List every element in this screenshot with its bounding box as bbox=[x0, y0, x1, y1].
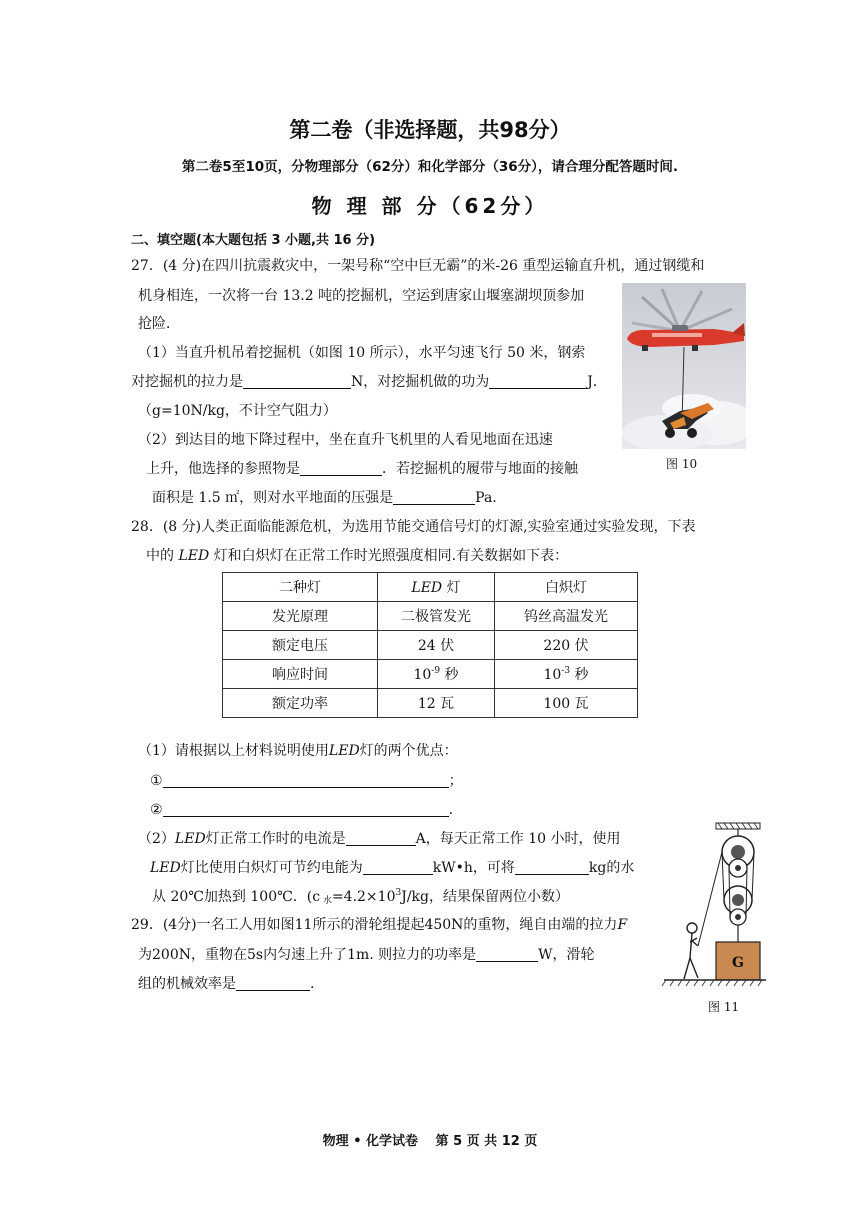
q27-text: N，对挖掘机做的功为 bbox=[351, 374, 490, 390]
part-title: 物 理 部 分（62分） bbox=[311, 194, 549, 218]
value-base: 10 bbox=[543, 667, 562, 683]
led-cell: 二极管发光 bbox=[378, 602, 495, 631]
q28-text: 灯正常工作时的电流是 bbox=[205, 831, 346, 847]
answer-blank[interactable] bbox=[489, 374, 587, 389]
movable-pulleys bbox=[724, 886, 752, 925]
q28-text: =4.2×10 bbox=[331, 889, 396, 905]
header-cell bbox=[378, 573, 495, 602]
answer-blank[interactable] bbox=[163, 773, 449, 788]
q28-part-2-line-3 bbox=[152, 888, 569, 906]
q29-text: 29．(4分)一名工人用如图11所示的滑轮组提起450N的重物，绳自由端的拉力 bbox=[131, 917, 618, 933]
q27-line-5 bbox=[131, 373, 607, 391]
q28-text: . bbox=[448, 802, 454, 818]
figure-10-caption: 图 10 bbox=[666, 457, 698, 471]
table-header-row bbox=[223, 573, 638, 602]
q27-line-8 bbox=[146, 460, 578, 478]
q27-line-1: 27．(4 分)在四川抗震救灾中，一架号称“空中巨无霸”的米-26 重型运输直升机，通过钢缆和 bbox=[131, 258, 705, 274]
row-label: 响应时间 bbox=[223, 660, 378, 689]
incandescent-cell: 220 伏 bbox=[495, 631, 638, 660]
table-row bbox=[223, 602, 638, 631]
q28-text: （2） bbox=[138, 831, 175, 847]
worker-figure bbox=[684, 923, 698, 979]
fixed-pulleys bbox=[722, 836, 754, 877]
led-cell bbox=[378, 660, 495, 689]
q28-text: 灯和白炽灯在正常工作时光照强度相同.有关数据如下表： bbox=[213, 548, 569, 564]
led-term: LED bbox=[174, 831, 206, 847]
q27-line-3: 抢险． bbox=[138, 316, 180, 332]
q27-text: 对挖掘机的拉力是 bbox=[131, 374, 243, 390]
led-term: LED bbox=[150, 860, 181, 876]
section-heading: 二、填空题(本大题包括 3 小题,共 16 分) bbox=[131, 233, 376, 248]
led-term: LED bbox=[411, 580, 443, 596]
answer-blank[interactable] bbox=[363, 860, 433, 875]
page-footer: 物理 • 化学试卷 第 5 页 共 12 页 bbox=[322, 1134, 538, 1149]
q27-text: ．若挖掘机的履带与地面的接触 bbox=[382, 461, 578, 477]
led-cell: 24 伏 bbox=[378, 631, 495, 660]
q28-text: 中的 bbox=[146, 548, 174, 564]
q29-line-1 bbox=[131, 916, 627, 934]
value-base: 10 bbox=[413, 667, 432, 683]
q28-part-2-line-2 bbox=[150, 859, 634, 877]
helicopter-figure bbox=[622, 283, 746, 449]
incandescent-cell bbox=[495, 660, 638, 689]
q28-text: 灯的两个优点： bbox=[359, 743, 458, 759]
q27-line-6: （g=10N/kg，不计空气阻力） bbox=[138, 403, 337, 419]
q28-text: J/kg，结果保留两位小数） bbox=[401, 889, 569, 905]
header-cell: 二种灯 bbox=[223, 573, 378, 602]
paper-subtitle: 第二卷5至10页，分物理部分（62分）和化学部分（36分），请合理分配答题时间. bbox=[181, 159, 679, 175]
q28-text: （1）请根据以上材料说明使用 bbox=[138, 743, 329, 759]
q27-line-2: 机身相连，一次将一台 13.2 吨的挖掘机，空运到唐家山堰塞湖坝顶参加 bbox=[138, 288, 585, 304]
q27-line-4: （1）当直升机吊着挖掘机（如图 10 所示），水平匀速飞行 50 米，钢索 bbox=[138, 345, 586, 361]
q29-text: 组的机械效率是 bbox=[138, 976, 236, 992]
answer-blank[interactable] bbox=[163, 802, 449, 817]
incandescent-cell: 100 瓦 bbox=[495, 689, 638, 718]
answer-blank[interactable] bbox=[300, 461, 382, 476]
q27-line-9 bbox=[152, 489, 497, 507]
circled-number: ② bbox=[150, 802, 163, 818]
q28-text: 从 20℃加热到 100℃．(c bbox=[152, 889, 321, 905]
circled-number: ① bbox=[150, 773, 163, 789]
value-exponent: -9 bbox=[431, 666, 441, 676]
q28-text: 灯比使用白炽灯可节约电能为 bbox=[180, 860, 363, 876]
q28-line-1: 28．(8 分)人类正面临能源危机，为选用节能交通信号灯的灯源,实验室通过实验发现，下表 bbox=[131, 519, 696, 535]
answer-blank[interactable] bbox=[515, 860, 589, 875]
row-label: 发光原理 bbox=[223, 602, 378, 631]
incandescent-cell: 钨丝高温发光 bbox=[495, 602, 638, 631]
led-term: LED bbox=[178, 548, 210, 564]
answer-blank[interactable] bbox=[393, 490, 475, 505]
q28-part-2 bbox=[138, 830, 621, 848]
q28-advantage-1 bbox=[150, 772, 463, 790]
q27-line-7: （2）到达目的地下降过程中，坐在直升飞机里的人看见地面在迅速 bbox=[138, 432, 553, 448]
q28-text: ； bbox=[448, 773, 463, 789]
q27-text: Pa. bbox=[475, 490, 497, 506]
q28-line-2 bbox=[146, 547, 568, 565]
q29-text: . bbox=[310, 976, 315, 992]
table-row bbox=[223, 631, 638, 660]
q28-text: A，每天正常工作 10 小时，使用 bbox=[415, 831, 621, 847]
value-unit: 秒 bbox=[570, 667, 589, 683]
lamp-comparison-table bbox=[222, 572, 638, 718]
table-row bbox=[223, 660, 638, 689]
force-symbol: F bbox=[617, 917, 628, 933]
answer-blank[interactable] bbox=[476, 947, 538, 962]
answer-blank[interactable] bbox=[243, 374, 351, 389]
q29-text: 为200N，重物在5s内匀速上升了1m. 则拉力的功率是 bbox=[138, 947, 477, 963]
row-label: 额定电压 bbox=[223, 631, 378, 660]
led-term: LED bbox=[328, 743, 360, 759]
subscript-water: 水 bbox=[320, 896, 332, 906]
q28-text: kg的水 bbox=[588, 860, 635, 876]
answer-blank[interactable] bbox=[236, 976, 310, 991]
led-cell: 12 瓦 bbox=[378, 689, 495, 718]
table-row bbox=[223, 689, 638, 718]
pulley-system-figure bbox=[660, 820, 770, 992]
q29-line-3 bbox=[138, 975, 314, 993]
q28-advantage-2 bbox=[150, 801, 453, 819]
figure-11-caption: 图 11 bbox=[708, 1000, 740, 1014]
q27-text: 上升，他选择的参照物是 bbox=[146, 461, 300, 477]
q27-text: 面积是 1.5 ㎡，则对水平地面的压强是 bbox=[152, 490, 394, 506]
value-exponent: -3 bbox=[561, 666, 571, 676]
value-unit: 秒 bbox=[440, 667, 459, 683]
answer-blank[interactable] bbox=[346, 831, 416, 846]
paper-title: 第二卷（非选择题，共98分） bbox=[289, 118, 571, 142]
header-cell: 白炽灯 bbox=[495, 573, 638, 602]
exponent: 3 bbox=[395, 888, 402, 898]
q27-text: J． bbox=[587, 374, 607, 390]
q29-text: W，滑轮 bbox=[538, 947, 595, 963]
row-label: 额定功率 bbox=[223, 689, 378, 718]
header-text: 灯 bbox=[446, 580, 461, 596]
q29-line-2 bbox=[138, 946, 595, 964]
weight-label: G bbox=[732, 955, 744, 971]
q28-part-1 bbox=[138, 742, 458, 760]
q28-text: kW•h，可将 bbox=[432, 860, 515, 876]
